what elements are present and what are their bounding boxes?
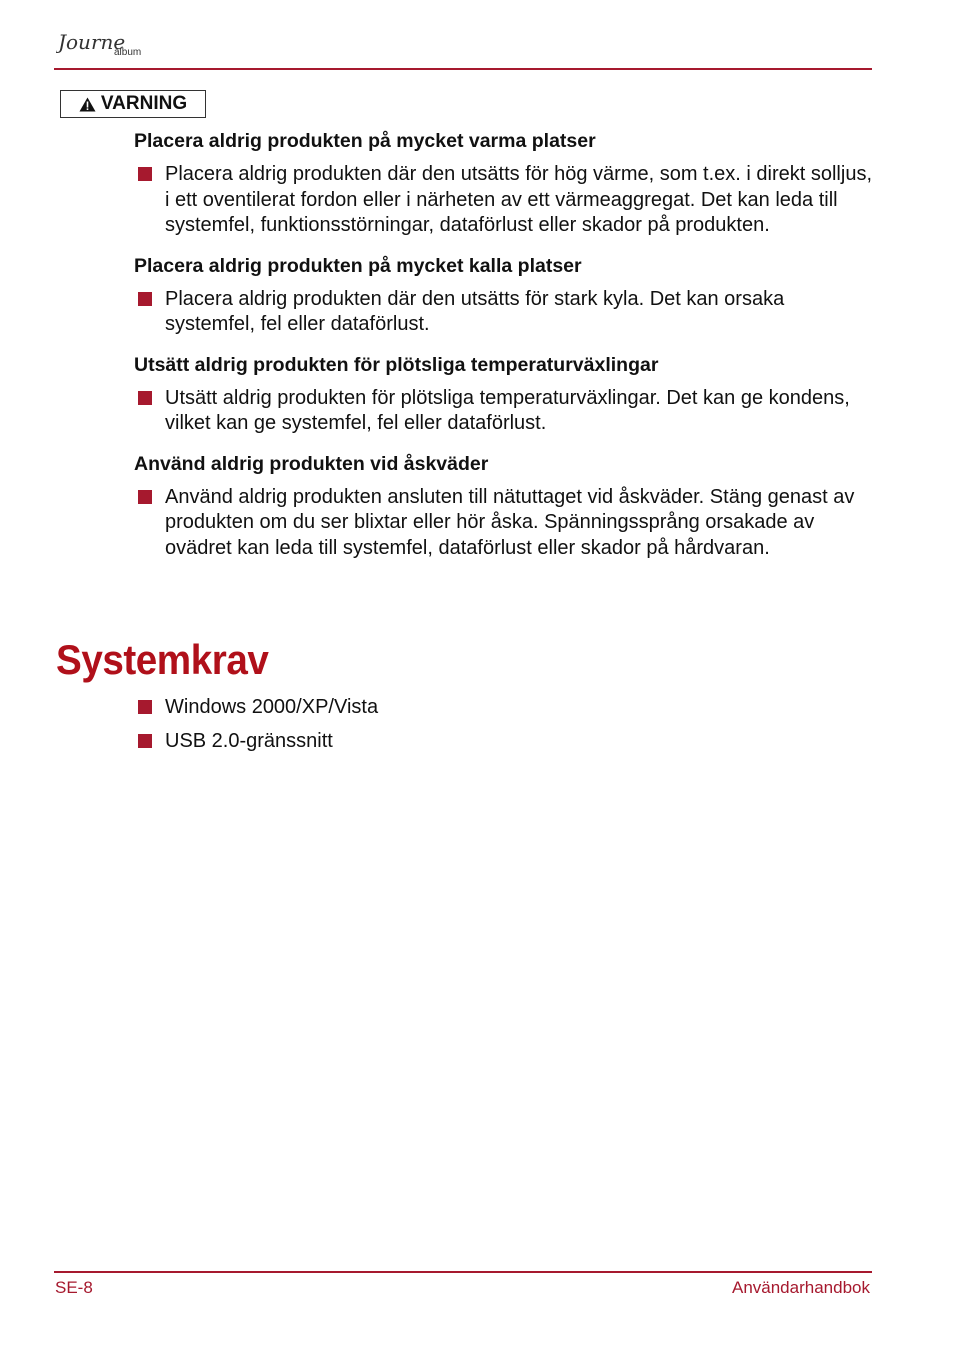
warning-content (134, 128, 874, 575)
header-rule (54, 68, 872, 70)
list-item-text: Utsätt aldrig produkten för plötsliga temperaturväxlingar. Det kan ge kondens, vilket kan ge systemfel, fel eller dataförlust. (165, 386, 850, 434)
bullet-square-icon (138, 734, 152, 748)
list-item-text: Placera aldrig produkten där den utsätts för stark kyla. Det kan orsaka systemfel, fel eller dataförlust. (165, 287, 785, 335)
list-item (134, 729, 734, 755)
logo-sub-text: album (114, 47, 142, 58)
list-item-text: Windows 2000/XP/Vista (165, 696, 379, 718)
list-item-text: Använd aldrig produkten ansluten till nätuttaget vid åskväder. Stäng genast av produkten om du ser blixtar eller hör åska. Spänningssprång orsakade av ovädret kan leda till systemfel, dataförlust eller skador på hårdvaran. (165, 485, 855, 559)
bullet-square-icon (138, 391, 152, 405)
bullet-square-icon (138, 167, 152, 181)
section-heading: Placera aldrig produkten på mycket varma platser (134, 130, 596, 152)
bullet-list (134, 162, 874, 239)
logo-script-text: Journe (58, 30, 126, 54)
warning-box (60, 90, 206, 118)
bullet-square-icon (138, 292, 152, 306)
manual-name: Användarhandbok (731, 1278, 870, 1297)
list-item (134, 485, 874, 562)
warning-triangle-icon (79, 97, 96, 112)
list-item (134, 695, 734, 721)
footer-rule (54, 1271, 872, 1273)
bullet-square-icon (138, 490, 152, 504)
warning-label: VARNING (100, 93, 188, 114)
requirements-list (134, 695, 734, 762)
bullet-list (134, 386, 874, 437)
list-item-text: USB 2.0-gränssnitt (165, 729, 333, 752)
list-item-text: Placera aldrig produkten där den utsätts för hög värme, som t.ex. i direkt solljus, i ett oventilerat fordon eller i närheten av ett värmeaggregat. Det kan leda till systemfel, funktionsstörningar, dataförlust eller skador på produkten. (165, 163, 873, 236)
bullet-list (134, 485, 874, 562)
section-heading: Placera aldrig produkten på mycket kalla platser (134, 254, 582, 277)
section-heading: Använd aldrig produkten vid åskväder (134, 452, 489, 475)
brand-logo (56, 22, 156, 62)
section-heading: Utsätt aldrig produkten för plötsliga temperaturväxlingar (134, 353, 659, 376)
list-item (134, 386, 874, 437)
bullet-square-icon (138, 700, 152, 714)
page-title: Systemkrav (56, 636, 269, 683)
list-item (134, 287, 874, 338)
page-number: SE-8 (55, 1278, 93, 1297)
list-item (134, 162, 874, 239)
bullet-list (134, 287, 874, 338)
